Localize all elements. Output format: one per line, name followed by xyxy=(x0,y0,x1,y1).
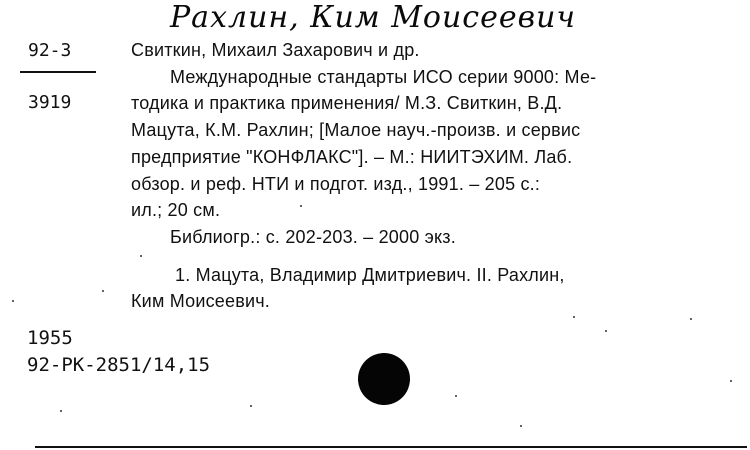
scan-speck xyxy=(60,410,62,412)
year-stamp: 1955 xyxy=(27,327,73,349)
bibliography-note: Библиогр.: с. 202-203. – 2000 экз. xyxy=(170,227,456,247)
description-line: предприятие "КОНФЛАКС"]. – М.: НИИТЭХИМ. Лаб. xyxy=(131,147,573,167)
scan-speck xyxy=(690,318,692,320)
description-line: Мацута, К.М. Рахлин; [Малое науч.-произв. и сервис xyxy=(131,120,581,140)
accession-code: 92-РК-2851/14,15 xyxy=(27,354,211,376)
scan-speck xyxy=(455,395,457,397)
shelf-mark-top: 92-3 xyxy=(28,40,72,61)
scan-speck xyxy=(12,300,14,302)
description-line: обзор. и реф. НТИ и подгот. изд., 1991. – 205 с.: xyxy=(131,174,541,194)
author-line: Свиткин, Михаил Захарович и др. xyxy=(131,40,420,60)
shelf-mark-divider xyxy=(20,71,96,73)
tracing-line: Ким Моисеевич. xyxy=(131,291,270,311)
scan-speck xyxy=(520,425,522,427)
scan-speck xyxy=(250,405,252,407)
scan-speck xyxy=(300,205,302,207)
scan-speck xyxy=(102,290,104,292)
description-line: ил.; 20 см. xyxy=(131,200,221,220)
description-line: тодика и практика применения/ М.З. Свиткин, В.Д. xyxy=(131,93,563,113)
punch-hole xyxy=(358,353,410,405)
handwritten-heading: Рахлин, Ким Моисеевич xyxy=(170,0,577,35)
scan-speck xyxy=(573,316,575,318)
scan-speck xyxy=(140,255,142,257)
shelf-mark-bottom: 3919 xyxy=(28,92,72,113)
scan-speck xyxy=(730,380,732,382)
scan-speck xyxy=(605,330,607,332)
bottom-rule xyxy=(35,446,747,448)
tracing-line: 1. Мацута, Владимир Дмитриевич. II. Рахлин, xyxy=(175,265,565,285)
description-line: Международные стандарты ИСО серии 9000: Ме- xyxy=(170,67,597,87)
